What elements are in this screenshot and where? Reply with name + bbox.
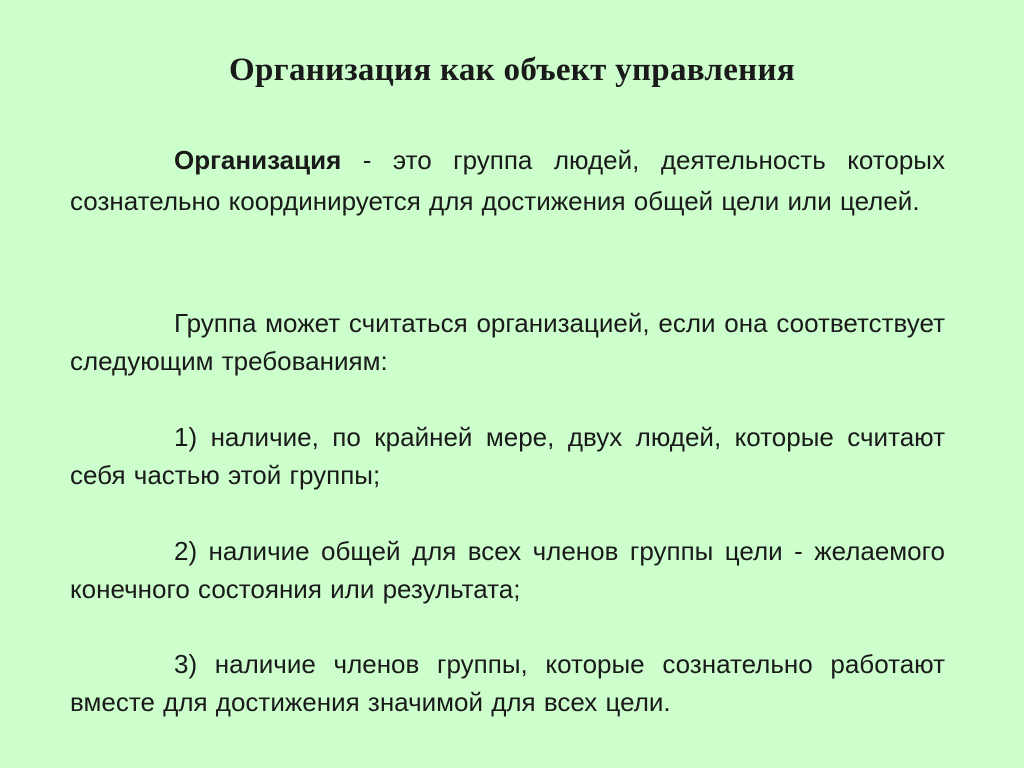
requirement-item-1: 1) наличие, по крайней мере, двух людей, которые считают себя частью этой группы; <box>70 422 945 490</box>
slide-title: Организация как объект управления <box>229 52 795 88</box>
requirement-item-3: 3) наличие членов группы, которые сознательно работают вместе для достижения значимой для всех цели. <box>70 649 945 717</box>
intro-paragraph: Группа может считаться организацией, если она соответствует следующим требованиям: <box>70 308 945 376</box>
definition-paragraph <box>70 140 945 222</box>
definition-text: - это группа людей, деятельность которых сознательно координируется для достижения общей цели или целей. <box>70 145 945 216</box>
requirement-item-2: 2) наличие общей для всех членов группы цели - желаемого конечного состояния или результата; <box>70 536 945 604</box>
definition-term: Организация <box>174 145 342 175</box>
